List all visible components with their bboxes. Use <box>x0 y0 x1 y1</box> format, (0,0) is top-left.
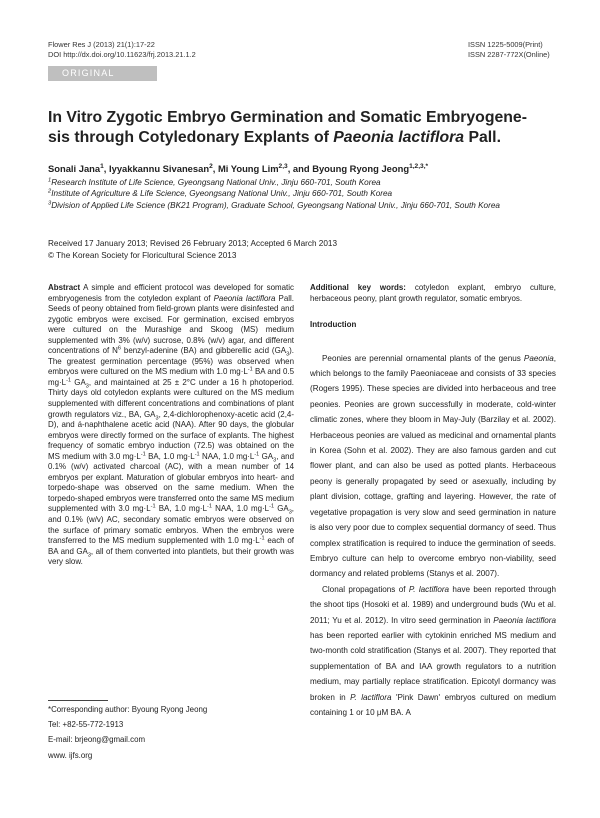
corresponding-author: *Corresponding author: Byoung Ryong Jeong <box>48 705 208 714</box>
author-affil-sup: 2,3 <box>278 162 288 170</box>
abstract-seg: , and 0.1% (w/v) activated charcoal (AC), with a mean number of 14 embryos per explant. Maturation of globular embryos into heart- and torpedo-shape was observed on the same medium. When the torpedo-shaped embryos were transferred onto the same MS medium supplemented with 3.0 mg·L <box>48 451 294 514</box>
subscript: 3 <box>155 415 159 422</box>
author-affil-sup: 1 <box>100 162 104 170</box>
author-name: Sonali Jana <box>48 163 101 174</box>
abstract-seg: NAA, 1.0 mg·L <box>211 504 270 514</box>
footnote-divider <box>48 700 108 701</box>
intro-seg: 'Pink Dawn' embryos cultured on medium containing 1 or 10 μM BA. A <box>310 692 556 717</box>
title-line-1: In Vitro Zygotic Embryo Germination and Somatic Embryogene- <box>48 109 527 126</box>
issn-print: ISSN 1225-5009(Print) <box>468 40 543 49</box>
telephone: Tel: +82-55-772-1913 <box>48 720 124 730</box>
abstract-label: Abstract <box>48 283 81 292</box>
abstract-text <box>48 283 294 568</box>
affiliation-text: Research Institute of Life Science, Gyeongsang National Univ., Jinju 660-701, South Korea <box>51 178 381 187</box>
species-name: Paeonia lactiflora <box>213 293 276 303</box>
subscript: 3 <box>85 383 89 390</box>
affiliation <box>48 188 568 199</box>
species-name: Paeonia lactiflora <box>493 615 556 625</box>
abstract-seg: A simple and efficient protocol was developed for somatic embryogenesis from the cotyledon explant of <box>48 283 294 303</box>
correspondence-footnote <box>48 702 207 763</box>
superscript: -1 <box>247 366 253 373</box>
keywords-label: Additional key words: <box>310 283 406 292</box>
species-name: P. lactiflora <box>350 692 392 702</box>
journal-header <box>48 40 196 60</box>
abstract-seg: BA, 1.0 mg·L <box>155 504 207 514</box>
doi-link[interactable]: DOI http://dx.doi.org/10.11623/frj.2013.21.1.2 <box>48 50 196 59</box>
subscript: 3 <box>288 510 292 517</box>
affiliation <box>48 200 568 211</box>
intro-seg: have been reported through the shoot tips (Hosoki et al. 1989) and underground buds (Wu et al. 2011; Yu et al. 2012). In vitro seed germination in <box>310 584 556 625</box>
abstract-seg: each of BA and GA <box>48 536 294 556</box>
abstract-seg: ). The greatest germination percentage (95%) was observed when embryos were cultured on the MS medium with 1.0 mg·L <box>48 346 295 377</box>
copyright-notice: © The Korean Society for Floricultural Science 2013 <box>48 250 237 260</box>
intro-seg: has been reported earlier with cytokinin enriched MS medium and two-month cold stratification (Stanys et al. 2007). They reported that supplementation of BA and IAA growth regulators to a nutrition medium, may partially replace stratification. Epicotyl dormancy was broken in <box>310 630 556 702</box>
abstract-seg: , all of them converted into plantlets, but their growth was very slow. <box>48 546 294 567</box>
received-dates: Received 17 January 2013; Revised 26 February 2013; Accepted 6 March 2013 <box>48 239 338 248</box>
affiliation-text: Institute of Agriculture & Life Science, Gyeongsang National Univ., Jinju 660-701, South Korea <box>51 189 393 199</box>
right-column <box>310 283 556 720</box>
subscript: 3 <box>87 552 91 559</box>
affiliation-text: Division of Applied Life Science (BK21 Program), Graduate School, Gyeongsang National Univ., Jinju 660-701, South Korea <box>51 200 500 210</box>
abstract <box>48 283 294 568</box>
website-link[interactable]: www. ijfs.org <box>48 750 93 760</box>
author-name: Byoung Ryong Jeong <box>312 163 410 174</box>
affiliation-number: 1 <box>48 177 52 184</box>
author-name: Iyyakkannu Sivanesan <box>109 163 210 174</box>
author-sep: , <box>212 163 218 174</box>
abstract-seg: benzyl-adenine (BA) and gibberellic acid (GA <box>120 346 287 356</box>
abstract-seg: GA <box>71 377 86 387</box>
intro-paragraph <box>310 351 556 582</box>
title-suffix: Pall. <box>464 129 501 146</box>
email-link[interactable]: E-mail: brjeong@gmail.com <box>48 735 146 745</box>
intro-seg: Peonies are perennial ornamental plants of the genus <box>322 353 524 363</box>
superscript: -1 <box>150 503 156 510</box>
author-affil-sup: 2 <box>209 162 213 170</box>
title-species: Paeonia lactiflora <box>333 129 465 146</box>
abstract-seg: Pall. Seeds of peony obtained from field-grown plants were disinfested and zygotic embryos were excised. For germination, excised embryos were cultured on the Murashige and Skoog (MS) medium supplemented with 3% (w/v) sucrose, 0.8% (w/v) agar, and different concentrations of N <box>48 293 294 356</box>
affiliation-list <box>48 177 568 211</box>
superscript: -1 <box>207 503 212 510</box>
abstract-seg: NAA, 1.0 mg·L <box>199 451 255 461</box>
author-sep: , and <box>287 163 313 174</box>
journal-citation: Flower Res J (2013) 21(1):17-22 <box>48 40 155 49</box>
article-title <box>48 108 558 148</box>
intro-seg: Clonal propagations of <box>322 584 409 594</box>
title-line-2: sis through Cotyledonary Explants of <box>48 129 334 146</box>
abstract-seg: GA <box>274 504 289 514</box>
abstract-seg: BA and 0.5 mg·L <box>48 367 294 387</box>
superscript: 6 <box>117 345 121 352</box>
superscript: -1 <box>194 451 200 458</box>
abstract-seg: GA <box>259 451 274 461</box>
affiliation-number: 3 <box>48 199 52 206</box>
keywords <box>310 283 556 304</box>
section-heading-introduction: Introduction <box>310 320 357 330</box>
author-name: Mi Young Lim <box>217 163 279 174</box>
article-type-banner: ORIGINAL ARTICLE <box>48 66 157 81</box>
superscript: -1 <box>66 377 72 384</box>
keywords-text: cotyledon explant, embryo culture, herbaceous peony, plant growth regulator, somatic embryos. <box>310 283 556 303</box>
affiliation <box>48 177 568 188</box>
introduction <box>310 351 556 721</box>
abstract-seg: , and maintained at 25 ± 2°C under a 16 h photoperiod. Thirty days old cotyledon explants were cultured on the MS medium supplemented with different concentrations and combinations of plant growth regulators viz., BA, GA <box>48 377 294 419</box>
genus-name: Paeonia <box>523 353 554 363</box>
author-affil-sup: 1,2,3,* <box>409 162 429 170</box>
abstract-seg: BA, 1.0 mg·L <box>145 451 195 461</box>
species-name: P. lactiflora <box>408 584 450 594</box>
abstract-seg: , 2,4-dichlorophenoxy-acetic acid (2,4-D), and á-naphthalene acetic acid (NAA). After 90 days, the globular embryos were directly formed on the surface of explants. The highest frequency of somatic embryo induction (72.5) was obtained on the MS medium with 3.0 mg·L <box>48 409 294 461</box>
intro-paragraph <box>310 582 556 721</box>
superscript: -1 <box>254 451 260 458</box>
article-dates <box>48 238 337 261</box>
issn-header <box>468 40 550 60</box>
subscript: 3 <box>273 457 277 464</box>
intro-seg: , which belongs to the family Paeoniaceae and consists of 33 species (Rogers 1995). These species are divided into herbaceous and tree peonies. Peonies are grown successfully in moderate, cold-winter climatic zones, where they bloom in May-July (Barzilay et al. 2002). Herbaceous peonies are valued as medicinal and ornamental plants in Korea (Sohn et al. 2002). They are also famous garden and cut flower plant, and can also be used as potted plants. Herbaceous peony is generally propagated by seed or asexually, including by plant division, cottage, grafting and layering. However, the rate of vegetative propagation is very slow and seed germination in nature is also very poor due to complex sequential dormancy of seed. Thus complex stratification is required to induce the germination of seeds. Embryo culture can help to overcome embryo non-viability, seed dormancy and related problems (Stanys et al. 2007). <box>310 353 556 579</box>
superscript: -1 <box>269 503 275 510</box>
superscript: -1 <box>259 535 265 542</box>
author-sep: , <box>103 163 109 174</box>
issn-online: ISSN 2287-772X(Online) <box>468 50 550 59</box>
abstract-seg: , and 0.1% (w/v) AC, secondary somatic embryos were observed on the surface of primary somatic embryos. When the embryos were transferred to the MS medium supplemented with 1.0 mg·L <box>48 504 295 546</box>
superscript: -1 <box>140 451 146 458</box>
author-list <box>48 163 428 175</box>
affiliation-number: 2 <box>48 188 52 195</box>
subscript: 3 <box>286 351 290 358</box>
